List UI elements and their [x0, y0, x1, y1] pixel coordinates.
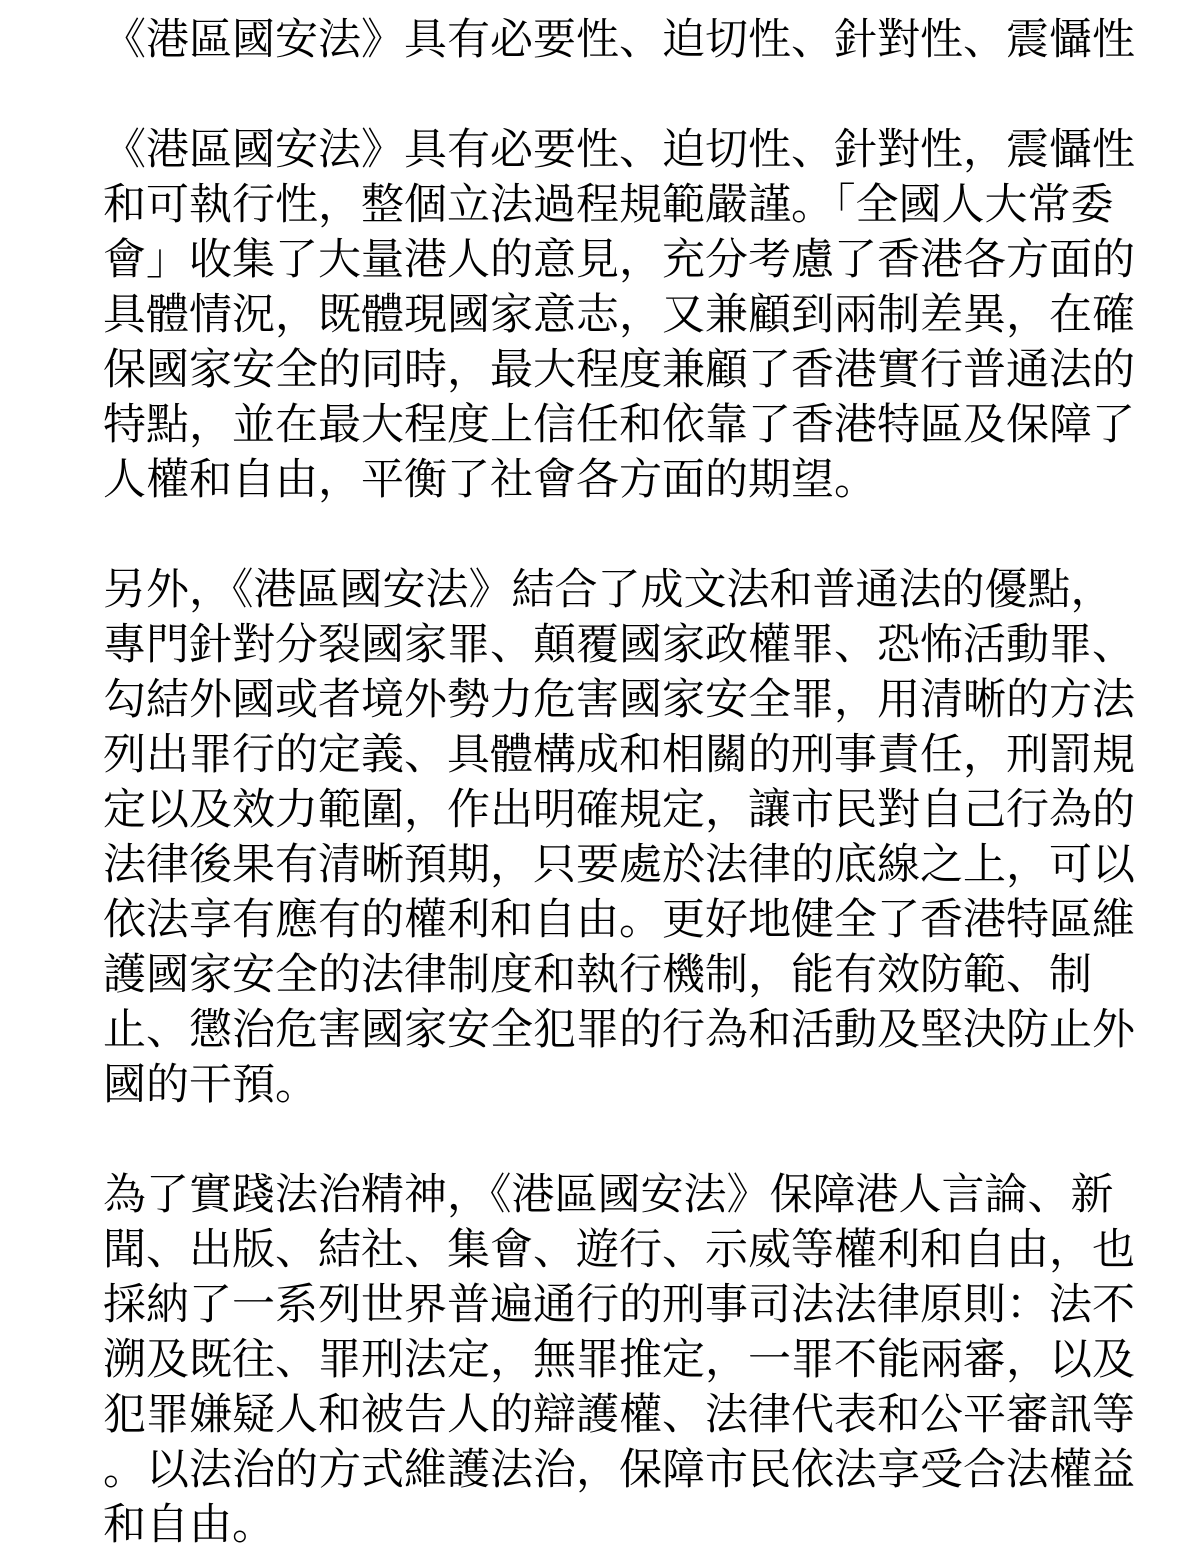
text-line: 護國家安全的法律制度和執行機制，能有效防範、制	[103, 951, 1092, 999]
paragraph-3	[103, 1168, 1143, 1553]
text-line: 勾結外國或者境外勢力危害國家安全罪，用清晰的方法	[103, 676, 1135, 724]
text-line: 和自由。	[103, 1501, 275, 1549]
text-line: 為了實踐法治精神，《港區國安法》保障港人言論、新	[103, 1171, 1114, 1219]
text-line: 。以法治的方式維護法治，保障市民依法享受合法權益	[103, 1446, 1135, 1494]
text-line: 特點，並在最大程度上信任和依靠了香港特區及保障了	[103, 401, 1135, 449]
text-line: 具體情況，既體現國家意志，又兼顧到兩制差異，在確	[103, 291, 1135, 339]
text-line: 專門針對分裂國家罪、顛覆國家政權罪、恐怖活動罪、	[103, 621, 1135, 669]
paragraph-2	[103, 563, 1143, 1113]
text-line: 止、懲治危害國家安全犯罪的行為和活動及堅決防止外	[103, 1006, 1135, 1054]
text-line: 聞、出版、結社、集會、遊行、示威等權利和自由，也	[103, 1226, 1135, 1274]
paragraph-1	[103, 123, 1143, 508]
text-line: 會」收集了大量港人的意見，充分考慮了香港各方面的	[103, 236, 1135, 284]
text-line: 法律後果有清晰預期，只要處於法律的底線之上，可以	[103, 841, 1135, 889]
text-line: 《港區國安法》具有必要性、迫切性、針對性，震懾性	[103, 126, 1135, 174]
text-line: 依法享有應有的權利和自由。更好地健全了香港特區維	[103, 896, 1135, 944]
text-line: 犯罪嫌疑人和被告人的辯護權、法律代表和公平審訊等	[103, 1391, 1135, 1439]
text-line: 國的干預。	[103, 1061, 318, 1109]
text-line: 保國家安全的同時，最大程度兼顧了香港實行普通法的	[103, 346, 1135, 394]
text-line: 採納了一系列世界普遍通行的刑事司法法律原則：法不	[103, 1281, 1135, 1329]
document-title: 《港區國安法》具有必要性、迫切性、針對性、震懾性	[103, 16, 1135, 64]
text-line: 另外，《港區國安法》結合了成文法和普通法的優點，	[103, 566, 1114, 614]
text-line: 和可執行性，整個立法過程規範嚴謹。「全國人大常委	[103, 181, 1114, 229]
text-line: 定以及效力範圍，作出明確規定，讓市民對自己行為的	[103, 786, 1135, 834]
text-line: 人權和自由，平衡了社會各方面的期望。	[103, 456, 877, 504]
text-line: 溯及既往、罪刑法定，無罪推定，一罪不能兩審，以及	[103, 1336, 1135, 1384]
text-line: 列出罪行的定義、具體構成和相關的刑事責任，刑罰規	[103, 731, 1135, 779]
